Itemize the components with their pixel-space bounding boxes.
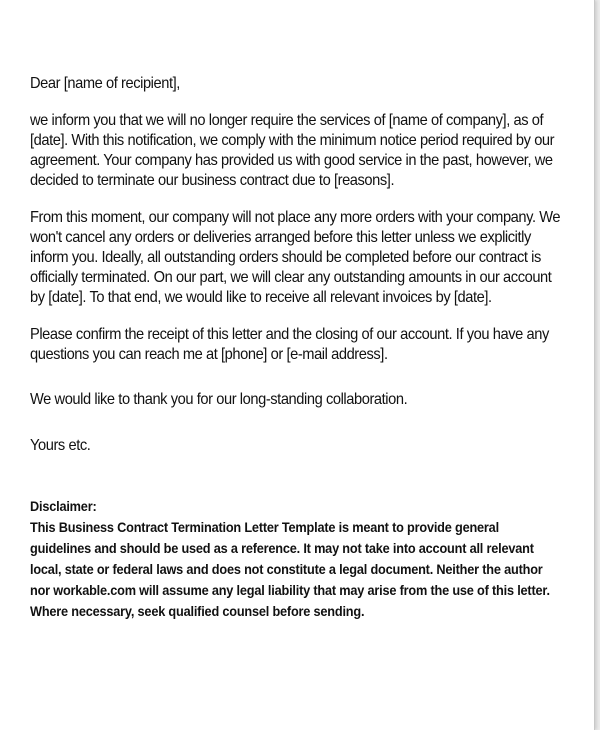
salutation: Dear [name of recipient], [30,75,180,92]
disclaimer-line: local, state or federal laws and does not constitute a legal document. Neither the author [30,562,543,577]
paragraph-3 [30,325,570,365]
paragraph-4 [30,390,570,410]
paragraph-line: questions you can reach me at [phone] or [e-mail address]. [30,346,388,363]
closing: Yours etc. [30,437,91,454]
paragraph-line: We would like to thank you for our long-standing collaboration. [30,391,408,408]
paragraph-line: Please confirm the receipt of this letter and the closing of our account. If you have any [30,326,549,343]
paragraph-line: agreement. Your company has provided us with good service in the past, however, we [30,152,553,169]
disclaimer-line: This Business Contract Termination Letter Template is meant to provide general [30,520,499,535]
disclaimer-line: nor workable.com will assume any legal liability that may arise from the use of this letter. [30,583,550,598]
paragraph-line: we inform you that we will no longer require the services of [name of company], as of [30,112,544,129]
paragraph-line: officially terminated. On our part, we will clear any outstanding amounts in our account [30,269,552,286]
paragraph-line: inform you. Ideally, all outstanding orders should be completed before our contract is [30,249,541,266]
disclaimer-heading: Disclaimer: [30,499,97,514]
disclaimer [30,496,570,622]
disclaimer-line: Where necessary, seek qualified counsel before sending. [30,604,365,619]
paragraph-line: by [date]. To that end, we would like to receive all relevant invoices by [date]. [30,289,492,306]
disclaimer-line: guidelines and should be used as a reference. It may not take into account all relevant [30,541,534,556]
paragraph-line: [date]. With this notification, we comply with the minimum notice period required by our [30,132,555,149]
paragraph-1 [30,111,570,191]
paragraph-line: decided to terminate our business contract due to [reasons]. [30,172,395,189]
letter-body [30,74,570,622]
paragraph-line: won't cancel any orders or deliveries arranged before this letter unless we explicitly [30,229,531,246]
paragraph-2 [30,208,570,308]
paragraph-line: From this moment, our company will not place any more orders with your company. We [30,209,561,226]
